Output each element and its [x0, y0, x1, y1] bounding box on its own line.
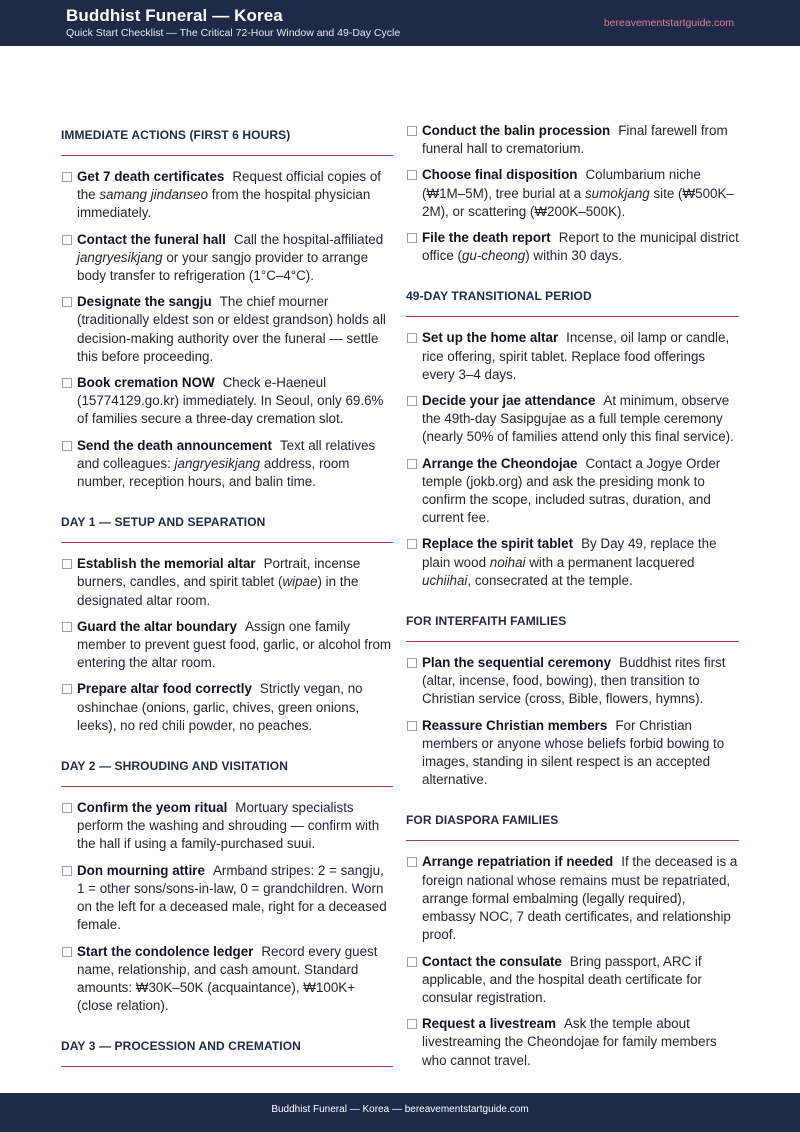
item-title: Choose final disposition — [422, 167, 578, 183]
item-term: sumokjang — [584, 185, 650, 201]
checkbox[interactable] — [407, 333, 417, 343]
checkbox[interactable] — [407, 170, 417, 180]
checklist-item — [61, 374, 393, 429]
right-column — [406, 122, 739, 1088]
item-term: samang jindanseo — [99, 187, 209, 203]
item-title: Reassure Christian members — [422, 717, 608, 733]
item-title: Decide your jae attendance — [422, 393, 596, 409]
checkbox[interactable] — [62, 947, 72, 957]
checklist-item — [406, 654, 739, 709]
item-text: with a permanent lacquered — [525, 554, 695, 570]
page-title: Buddhist Funeral — Korea — [66, 6, 283, 25]
checklist-item — [61, 862, 393, 935]
section-day1 — [61, 509, 393, 735]
left-column — [61, 122, 393, 1085]
item-title: Arrange repatriation if needed — [422, 854, 614, 870]
item-text: Call the hospital-affiliated — [233, 231, 384, 247]
item-text: Buddhist rites first (altar, incense, food, bowing), then transition to Christian service (cross, Bible, flowers, hymns). — [422, 655, 726, 707]
item-text: Strictly vegan, no oshinchae (onions, garlic, chives, green onions, leeks), no red chili powder, no peaches. — [77, 681, 363, 733]
item-text: , consecrated at the temple. — [467, 572, 633, 588]
item-text: Final farewell from funeral hall to crematorium. — [422, 123, 728, 157]
checkbox[interactable] — [407, 459, 417, 469]
item-title: Contact the consulate — [422, 953, 562, 969]
checkbox[interactable] — [407, 233, 417, 243]
section-49day — [406, 283, 739, 590]
item-text: site (₩500K–2M), or scattering (₩200K–500K). — [422, 185, 734, 219]
checkbox[interactable] — [62, 441, 72, 451]
section-diaspora — [406, 807, 739, 1069]
item-text: Text all relatives and colleagues: — [77, 437, 376, 471]
item-title: Get 7 death certificates — [77, 169, 225, 184]
section-heading: FOR DIASPORA FAMILIES — [406, 807, 739, 841]
checkbox[interactable] — [62, 172, 72, 182]
checkbox[interactable] — [407, 658, 417, 668]
item-title: File the death report — [422, 230, 551, 246]
item-text: address, room number, reception hours, and balin time. — [77, 455, 350, 490]
checkbox[interactable] — [407, 1019, 417, 1029]
checkbox[interactable] — [62, 559, 72, 569]
item-text: Ask the temple about livestreaming the Cheondojae for family members who cannot travel. — [422, 1016, 717, 1068]
checklist-item — [61, 231, 393, 286]
item-text: Record every guest name, relationship, and cash amount. Standard amounts: ₩30K–50K (acquaintance), ₩100K+ (close relation). — [77, 943, 378, 1014]
item-title: Arrange the Cheondojae — [422, 455, 578, 471]
section-heading: DAY 1 — SETUP AND SEPARATION — [61, 509, 393, 543]
item-term: uchiihai — [422, 572, 468, 588]
checkbox[interactable] — [407, 539, 417, 549]
checklist-item — [61, 168, 393, 223]
item-title: Guard the altar boundary — [77, 618, 237, 634]
checklist-item — [406, 1015, 739, 1070]
item-title: Book cremation NOW — [77, 375, 215, 391]
checklist-item — [406, 229, 739, 265]
checkbox[interactable] — [62, 684, 72, 694]
section-day2 — [61, 753, 393, 1015]
checkbox[interactable] — [62, 803, 72, 813]
checkbox[interactable] — [62, 297, 72, 307]
checkbox[interactable] — [407, 857, 417, 867]
section-heading: DAY 2 — SHROUDING AND VISITATION — [61, 753, 393, 787]
footer-text: Buddhist Funeral — Korea — bereavementstartguide.com — [271, 1104, 529, 1115]
checkbox[interactable] — [62, 866, 72, 876]
item-title: Designate the sangju — [77, 294, 212, 310]
checkbox[interactable] — [62, 235, 72, 245]
item-term: wipae — [282, 574, 318, 590]
item-title: Contact the funeral hall — [77, 231, 226, 247]
item-title: Start the condolence ledger — [77, 943, 254, 959]
section-heading: FOR INTERFAITH FAMILIES — [406, 608, 739, 642]
item-text: The chief mourner (traditionally eldest son or eldest grandson) holds all decision-making authority over the funeral — settle this before proceeding. — [77, 294, 386, 364]
checklist-item — [406, 455, 739, 528]
checklist-item — [61, 437, 393, 492]
checklist-item — [406, 853, 739, 944]
checklist-item — [406, 717, 739, 790]
item-text: from the hospital physician immediately. — [77, 187, 371, 221]
section-interfaith — [406, 608, 739, 789]
checkbox[interactable] — [407, 957, 417, 967]
item-term: jangryesikjang — [77, 249, 163, 265]
item-title: Set up the home altar — [422, 330, 559, 346]
checklist-item — [61, 618, 393, 673]
item-text: ) within 30 days. — [525, 248, 623, 264]
item-title: Prepare altar food correctly — [77, 681, 252, 697]
item-text: Bring passport, ARC if applicable, and the hospital death certificate for consular registration. — [422, 953, 702, 1005]
checklist-item — [61, 680, 393, 735]
item-title: Send the death announcement — [77, 437, 272, 453]
item-text: Mortuary specialists perform the washing and shrouding — confirm with the hall if using a family-purchased suui. — [77, 800, 380, 852]
checkbox[interactable] — [62, 622, 72, 632]
item-text: For Christian members or anyone whose beliefs forbid bowing to images, standing in silent respect is an accepted alternative. — [422, 717, 725, 788]
page-header — [0, 0, 800, 46]
item-text: At minimum, observe the 49th-day Sasipgujae as a full temple ceremony (nearly 50% of families attend only this final service). — [422, 393, 734, 445]
item-term: jangryesikjang — [174, 455, 261, 471]
checklist-item — [406, 535, 739, 590]
checklist-item — [406, 953, 739, 1008]
item-text: or your sangjo provider to arrange body transfer to refrigeration (1°C–4°C). — [77, 249, 369, 284]
section-day3-heading — [61, 1033, 393, 1067]
checklist-item — [61, 293, 393, 366]
item-text: Report to the municipal district office ( — [422, 230, 739, 264]
item-title: Don mourning attire — [77, 862, 205, 878]
item-text: Contact a Jogye Order temple (jokb.org) and ask the presiding monk to confirm the scope, included sutras, duration, and current fee. — [422, 455, 721, 526]
checkbox[interactable] — [407, 396, 417, 406]
item-title: Replace the spirit tablet — [422, 536, 574, 552]
site-link[interactable]: bereavementstartguide.com — [603, 17, 734, 29]
item-text: By Day 49, replace the plain wood — [422, 536, 717, 570]
item-title: Plan the sequential ceremony — [422, 655, 612, 671]
item-text: Armband stripes: 2 = sangju, 1 = other sons/sons-in-law, 0 = grandchildren. Worn on the left for a deceased male, right for a deceased female. — [77, 862, 387, 933]
checklist-item — [61, 799, 393, 854]
section-heading: DAY 3 — PROCESSION AND CREMATION — [61, 1033, 393, 1067]
section-heading: IMMEDIATE ACTIONS (FIRST 6 HOURS) — [61, 122, 393, 156]
section-immediate — [61, 122, 393, 491]
item-title: Request a livestream — [422, 1016, 556, 1032]
item-text: Portrait, incense burners, candles, and spirit tablet ( — [77, 556, 361, 590]
section-heading: 49-DAY TRANSITIONAL PERIOD — [406, 283, 739, 317]
page-subtitle: Quick Start Checklist — The Critical 72-Hour Window and 49-Day Cycle — [66, 27, 401, 39]
item-text: Check e-Haeneul (15774129.go.kr) immediately. In Seoul, only 69.6% of families secure a three-day cremation slot. — [77, 375, 384, 427]
item-text: If the deceased is a foreign national whose remains must be repatriated, arrange formal embalming (legally required), embassy NOC, 7 death certificates, and relationship proof. — [422, 854, 738, 943]
item-text: Request official copies of the — [77, 169, 381, 203]
checkbox[interactable] — [407, 126, 417, 136]
item-term: gu-cheong — [461, 248, 526, 264]
checklist-item — [406, 122, 739, 158]
checkbox[interactable] — [407, 721, 417, 731]
item-text: Columbarium niche (₩1M–5M), tree burial at a — [422, 167, 701, 201]
item-title: Establish the memorial altar — [77, 556, 256, 572]
item-text: Assign one family member to prevent guest food, garlic, or alcohol from entering the altar room. — [77, 618, 392, 671]
checklist-item — [61, 943, 393, 1016]
checklist-item — [406, 329, 739, 384]
checklist-item — [406, 166, 739, 221]
section-day3 — [406, 122, 739, 265]
item-title: Confirm the yeom ritual — [77, 800, 228, 816]
checklist-item — [61, 555, 393, 610]
checkbox[interactable] — [62, 378, 72, 388]
item-term: noihai — [489, 554, 526, 570]
item-title: Conduct the balin procession — [422, 123, 611, 138]
item-text: Incense, oil lamp or candle, rice offering, spirit tablet. Replace food offerings every 3–4 days. — [422, 330, 730, 382]
checklist-item — [406, 392, 739, 447]
page-footer — [0, 1093, 800, 1132]
item-text: ) in the designated altar room. — [77, 574, 359, 608]
